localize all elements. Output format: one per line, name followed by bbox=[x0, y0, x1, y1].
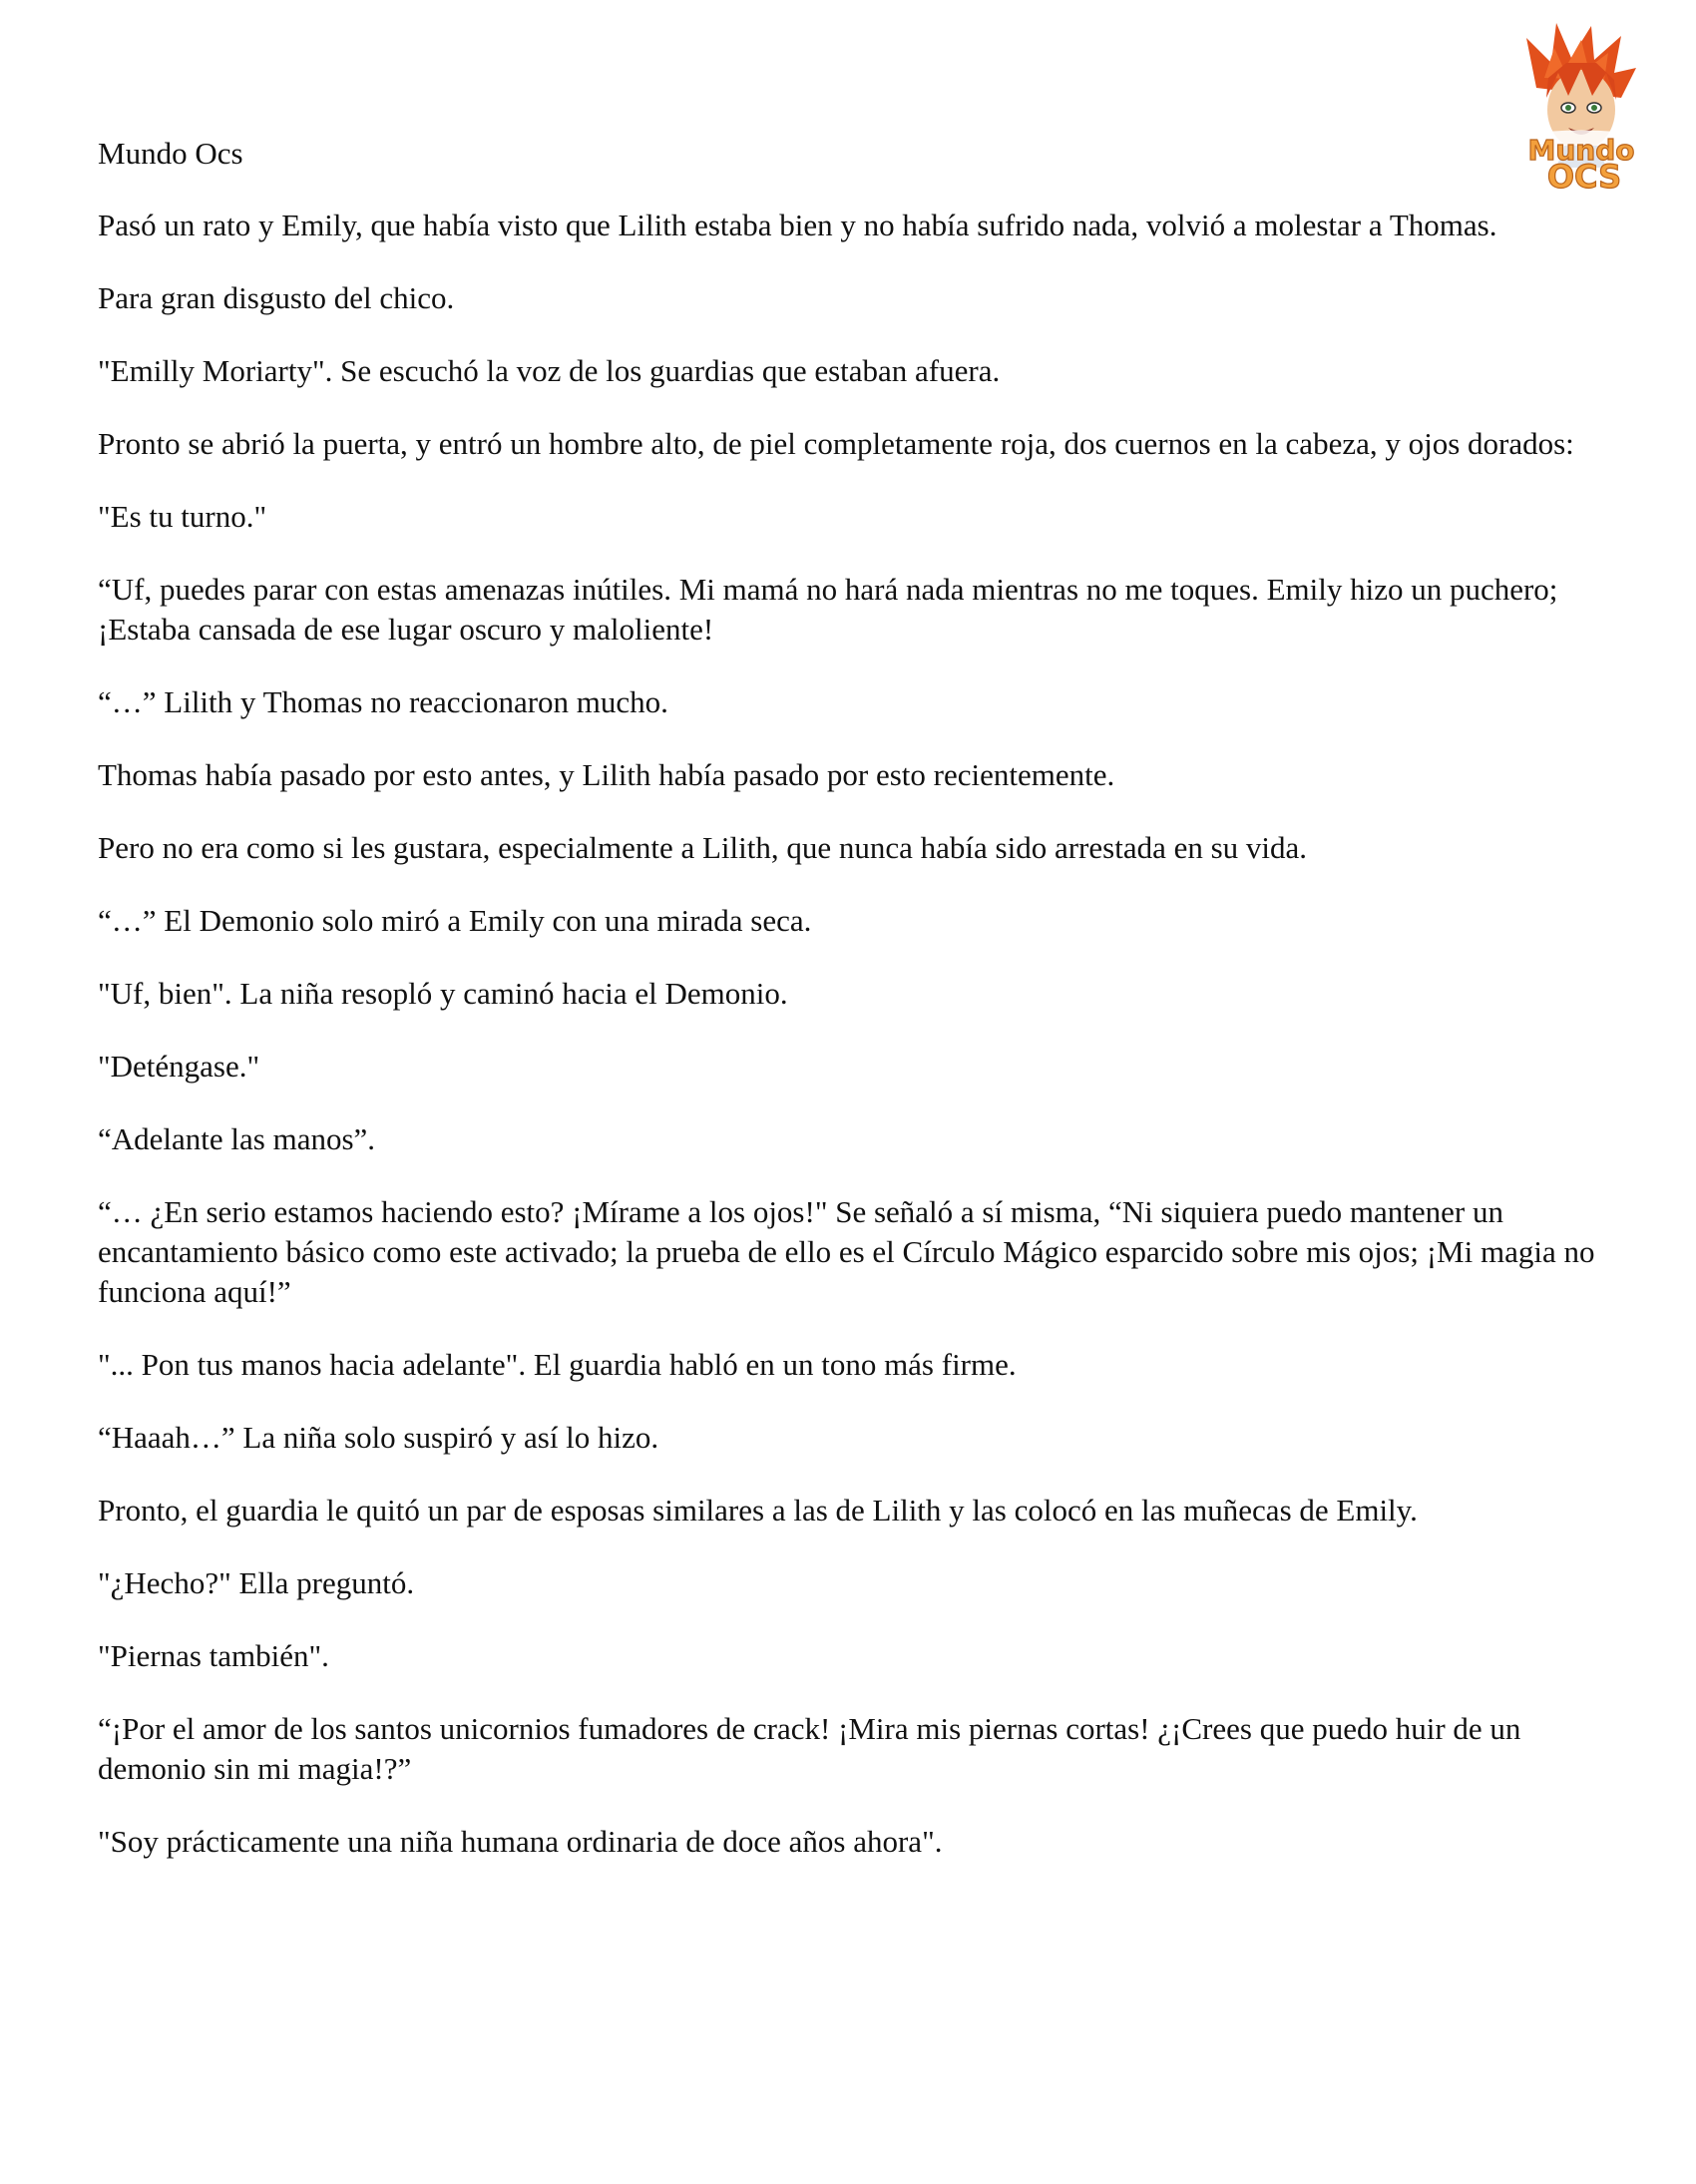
paragraph: "¿Hecho?" Ella preguntó. bbox=[98, 1565, 415, 1600]
paragraph: Pronto se abrió la puerta, y entró un hombre alto, de piel completamente roja, dos cuernos en la cabeza, y ojos dorados: bbox=[98, 426, 1574, 461]
paragraph: "Uf, bien". La niña resopló y caminó hacia el Demonio. bbox=[98, 976, 788, 1011]
story-text bbox=[98, 206, 1634, 1895]
paragraph: “… ¿En serio estamos haciendo esto? ¡Mírame a los ojos!" Se señaló a sí misma, “Ni siquiera puedo mantener un encantamiento básico como este activado; la prueba de ello es el Círculo Mágico esparcido sobre mis ojos; ¡Mi magia no funciona aquí!” bbox=[98, 1194, 1595, 1309]
paragraph: "... Pon tus manos hacia adelante". El guardia habló en un tono más firme. bbox=[98, 1347, 1017, 1382]
paragraph: "Es tu turno." bbox=[98, 499, 267, 534]
paragraph: Pero no era como si les gustara, especialmente a Lilith, que nunca había sido arrestada en su vida. bbox=[98, 830, 1308, 865]
mundo-ocs-logo bbox=[1496, 18, 1666, 193]
page-header-title: Mundo Ocs bbox=[98, 136, 243, 171]
paragraph: "Emilly Moriarty". Se escuchó la voz de los guardias que estaban afuera. bbox=[98, 353, 1001, 388]
paragraph: "Deténgase." bbox=[98, 1049, 260, 1084]
paragraph: Para gran disgusto del chico. bbox=[98, 280, 455, 315]
paragraph: "Soy prácticamente una niña humana ordinaria de doce años ahora". bbox=[98, 1824, 943, 1859]
paragraph: “Haaah…” La niña solo suspiró y así lo hizo. bbox=[98, 1420, 659, 1455]
logo-text-ocs: OCS bbox=[1546, 158, 1622, 193]
paragraph: “…” El Demonio solo miró a Emily con una mirada seca. bbox=[98, 903, 812, 938]
paragraph: “…” Lilith y Thomas no reaccionaron mucho. bbox=[98, 684, 668, 719]
paragraph: “¡Por el amor de los santos unicornios fumadores de crack! ¡Mira mis piernas cortas! ¿¡Crees que puedo huir de un demonio sin mi magia!?” bbox=[98, 1711, 1521, 1786]
paragraph: “Adelante las manos”. bbox=[98, 1121, 376, 1156]
paragraph: Pronto, el guardia le quitó un par de esposas similares a las de Lilith y las colocó en las muñecas de Emily. bbox=[98, 1493, 1418, 1528]
paragraph: Thomas había pasado por esto antes, y Lilith había pasado por esto recientemente. bbox=[98, 757, 1115, 792]
paragraph: Pasó un rato y Emily, que había visto que Lilith estaba bien y no había sufrido nada, volvió a molestar a Thomas. bbox=[98, 208, 1497, 242]
paragraph: "Piernas también". bbox=[98, 1638, 329, 1673]
logo-text-mundo: Mundo bbox=[1527, 134, 1635, 167]
paragraph: “Uf, puedes parar con estas amenazas inútiles. Mi mamá no hará nada mientras no me toques. Emily hizo un puchero; ¡Estaba cansada de ese lugar oscuro y maloliente! bbox=[98, 572, 1558, 647]
